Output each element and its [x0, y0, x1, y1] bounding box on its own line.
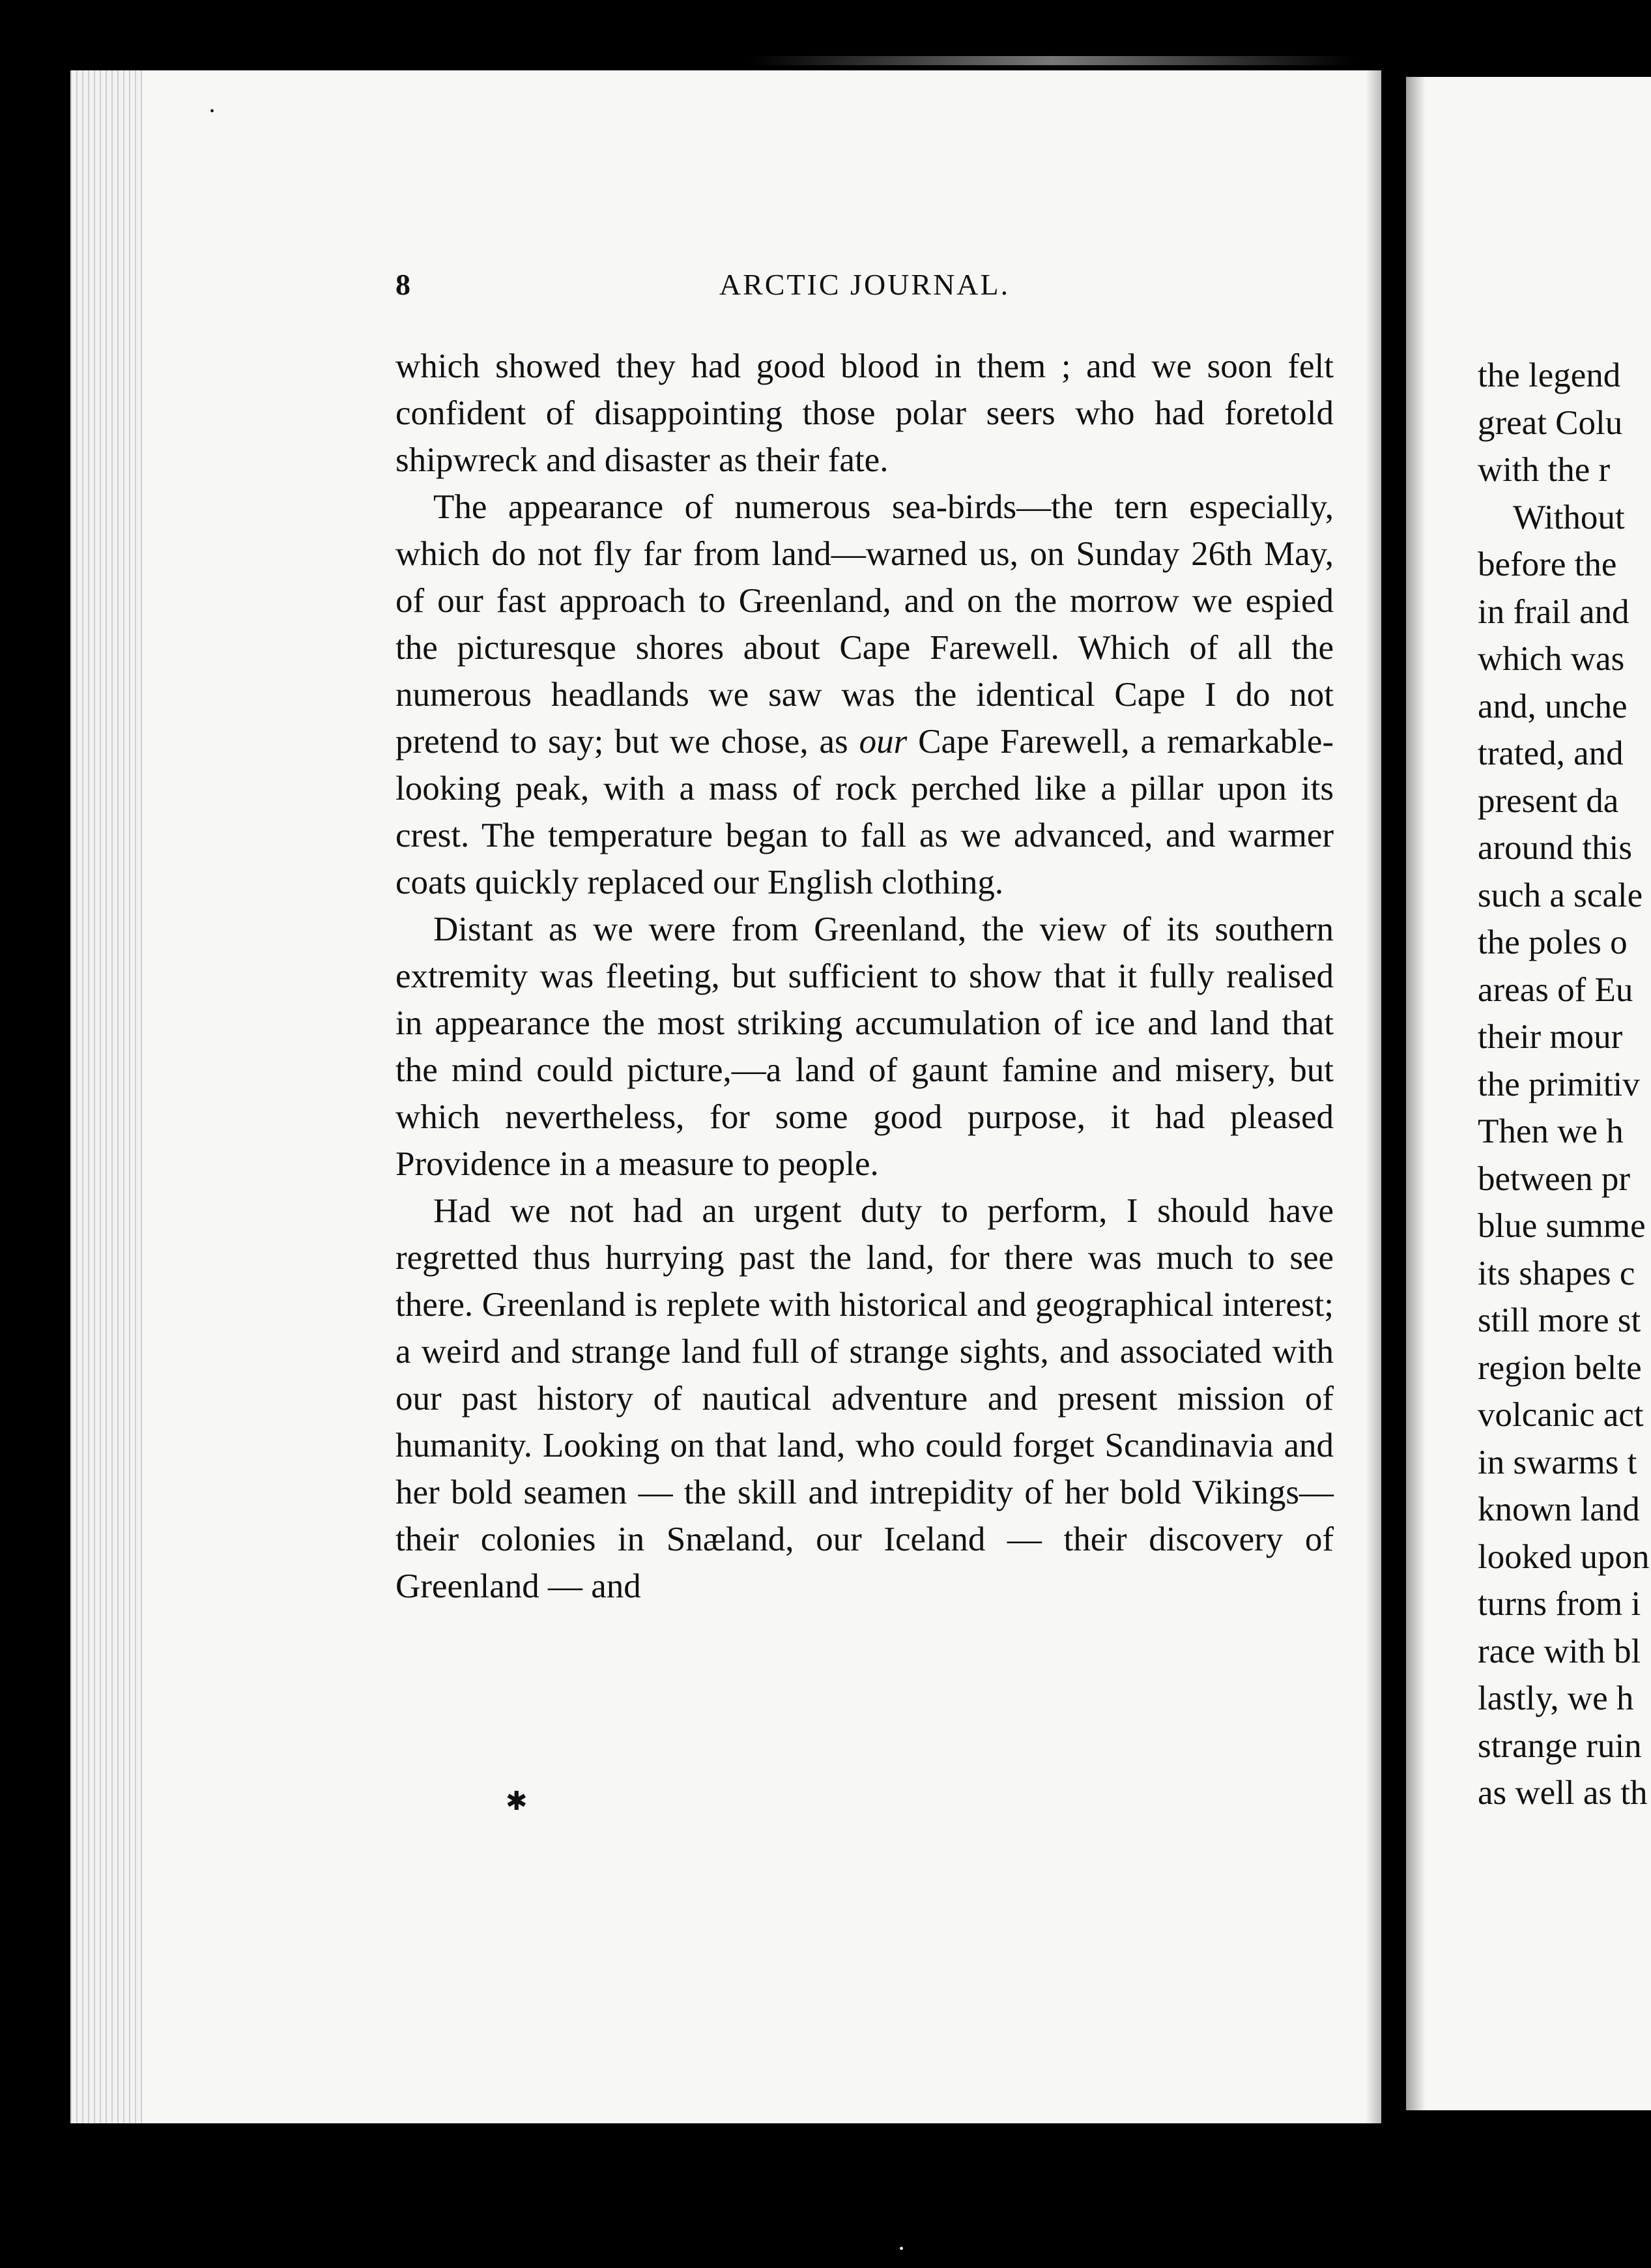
right-line: race with bl	[1478, 1632, 1641, 1670]
page-header	[395, 267, 1334, 313]
right-line: around this	[1478, 829, 1632, 867]
paragraph	[395, 484, 1334, 906]
right-line: looked upon	[1478, 1537, 1650, 1576]
page-number: 8	[395, 268, 410, 301]
paragraph	[395, 906, 1334, 1187]
right-line: turns from i	[1478, 1585, 1641, 1623]
right-line: trated, and	[1478, 734, 1624, 772]
right-line: areas of Eu	[1478, 970, 1633, 1009]
paragraph-text: The appearance of numerous sea-birds—the tern especially, which do not fly far from land—warned us, on Sunday 26th May, of our fast approach to Greenland, and on the morrow we espied the picturesque shores about Cape Farewell. Which of all the numerous headlands we saw was the identical Cape I do not pretend to say; but we chose, as	[395, 488, 1334, 761]
paragraph-text: which showed they had good blood in them ; and we soon felt confident of disappointing those polar seers who had foretold shipwreck and disaster as their fate.	[395, 347, 1334, 479]
paragraph-text: Distant as we were from Greenland, the view of its southern extremity was fleeting, but sufficient to show that it fully realised in appearance the most striking accumulation of ice and land that the mind could picture,—a land of gaunt famine and misery, but which nevertheless, for some good purpose, it had pleased Providence in a measure to people.	[395, 910, 1334, 1183]
page-edges	[70, 70, 142, 2123]
right-line: the legend	[1478, 356, 1621, 394]
right-line: the primitiv	[1478, 1065, 1640, 1103]
right-line: volcanic act	[1478, 1396, 1644, 1434]
right-line: which was	[1478, 640, 1625, 678]
right-line: strange ruin	[1478, 1726, 1642, 1765]
italic-word: our	[859, 723, 908, 761]
right-line: Then we h	[1478, 1112, 1624, 1150]
right-line: before the	[1478, 545, 1617, 583]
right-line: as well as th	[1478, 1774, 1648, 1812]
gutter-shadow	[1366, 70, 1381, 2123]
running-head: ARCTIC JOURNAL.	[719, 268, 1011, 301]
right-line: such a scale	[1478, 876, 1643, 914]
binding-shadow	[1406, 77, 1426, 2110]
right-line: the poles o	[1478, 923, 1628, 961]
paragraph-text: Cape Farewell, a remarkable-looking peak, with a mass of rock perched like a pillar upon its crest. The temperature began to fall as we advanced, and warmer coats quickly replaced our English clothing.	[395, 723, 1334, 901]
scan-artifact	[749, 56, 1355, 65]
right-line: in swarms t	[1478, 1443, 1637, 1481]
right-line: known land	[1478, 1490, 1640, 1528]
paragraph	[395, 343, 1334, 484]
right-line: in frail and	[1478, 592, 1629, 631]
right-line: with the r	[1478, 451, 1611, 489]
right-line: still more st	[1478, 1301, 1641, 1339]
right-line: region belte	[1478, 1348, 1642, 1387]
body-text	[395, 343, 1334, 1610]
right-line: its shapes c	[1478, 1254, 1635, 1292]
right-line: great Colu	[1478, 403, 1623, 442]
scan-speck: •	[210, 104, 215, 119]
right-line: Without	[1513, 498, 1625, 536]
paragraph	[395, 1187, 1334, 1610]
paragraph-text: Had we not had an urgent duty to perform, I should have regretted thus hurrying past the land, for there was much to see there. Greenland is replete with historical and geographical interest; a weird and strange land full of strange sights, and associated with our past history of nautical adventure and present mission of humanity. Looking on that land, who could forget Scandinavia and her bold seamen — the skill and intrepidity of her bold Vikings—their colonies in Snæland, our Iceland — their discovery of Greenland — and	[395, 1192, 1334, 1605]
right-line: present da	[1478, 781, 1619, 820]
right-line: between pr	[1478, 1159, 1630, 1198]
right-line: lastly, we h	[1478, 1679, 1634, 1717]
right-line: blue summe	[1478, 1207, 1646, 1245]
scan-speck: •	[899, 2242, 904, 2256]
right-page-text	[1478, 352, 1651, 1817]
right-line: and, unche	[1478, 687, 1628, 725]
right-line: their mour	[1478, 1018, 1623, 1056]
printer-mark: ✱	[506, 1786, 528, 1816]
